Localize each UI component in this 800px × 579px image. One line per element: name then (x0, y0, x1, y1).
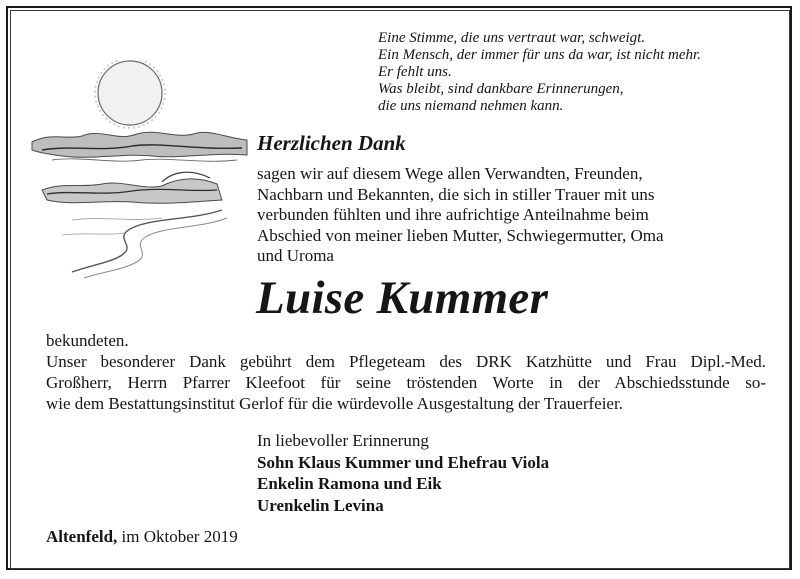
poem-line: die uns niemand nehmen kann. (378, 98, 564, 114)
body-line: wie dem Bestattungsinstitut Gerlof für die würdevolle Ausgestaltung der Trauerfeier. (46, 394, 623, 413)
intro-text (257, 164, 777, 267)
poem-line: Ein Mensch, der immer für uns da war, ist nicht mehr. (378, 47, 701, 63)
intro-line: Nachbarn und Bekannten, die sich in stiller Trauer mit uns (257, 184, 655, 204)
intro-line: sagen wir auf diesem Wege allen Verwandten, Freunden, (257, 164, 643, 183)
closing-block (257, 430, 549, 516)
intro-line: verbunden fühlten und ihre aufrichtige Anteilnahme beim (257, 205, 649, 224)
signatory: Sohn Klaus Kummer und Ehefrau Viola (257, 452, 550, 472)
deceased-name: Luise Kummer (256, 272, 549, 324)
poem (378, 30, 788, 115)
place-date (46, 527, 238, 547)
moon-landscape-illustration (12, 60, 257, 280)
poem-line: Was bleibt, sind dankbare Erinnerungen, (378, 81, 624, 97)
thanks-heading: Herzlichen Dank (257, 131, 406, 155)
poem-line: Er fehlt uns. (378, 64, 452, 80)
body-line: Unser besonderer Dank gebührt dem Pflegeteam des DRK Katzhütte und Frau Dipl.-Med. (46, 352, 766, 371)
poem-line: Eine Stimme, die uns vertraut war, schweigt. (378, 30, 646, 46)
signatory: Enkelin Ramona und Eik (257, 474, 442, 493)
place: Altenfeld, (46, 527, 118, 546)
intro-line: und Uroma (257, 246, 334, 265)
body-line: Großherr, Herrn Pfarrer Kleefoot für seine tröstenden Worte in der Abschiedsstunde so- (46, 373, 766, 392)
closing-intro: In liebevoller Erinnerung (257, 431, 429, 450)
body-line: bekundeten. (46, 331, 129, 350)
date: im Oktober 2019 (121, 527, 238, 546)
signatory: Urenkelin Levina (257, 495, 384, 515)
body-text (46, 330, 766, 414)
intro-line: Abschied von meiner lieben Mutter, Schwiegermutter, Oma (257, 225, 664, 245)
